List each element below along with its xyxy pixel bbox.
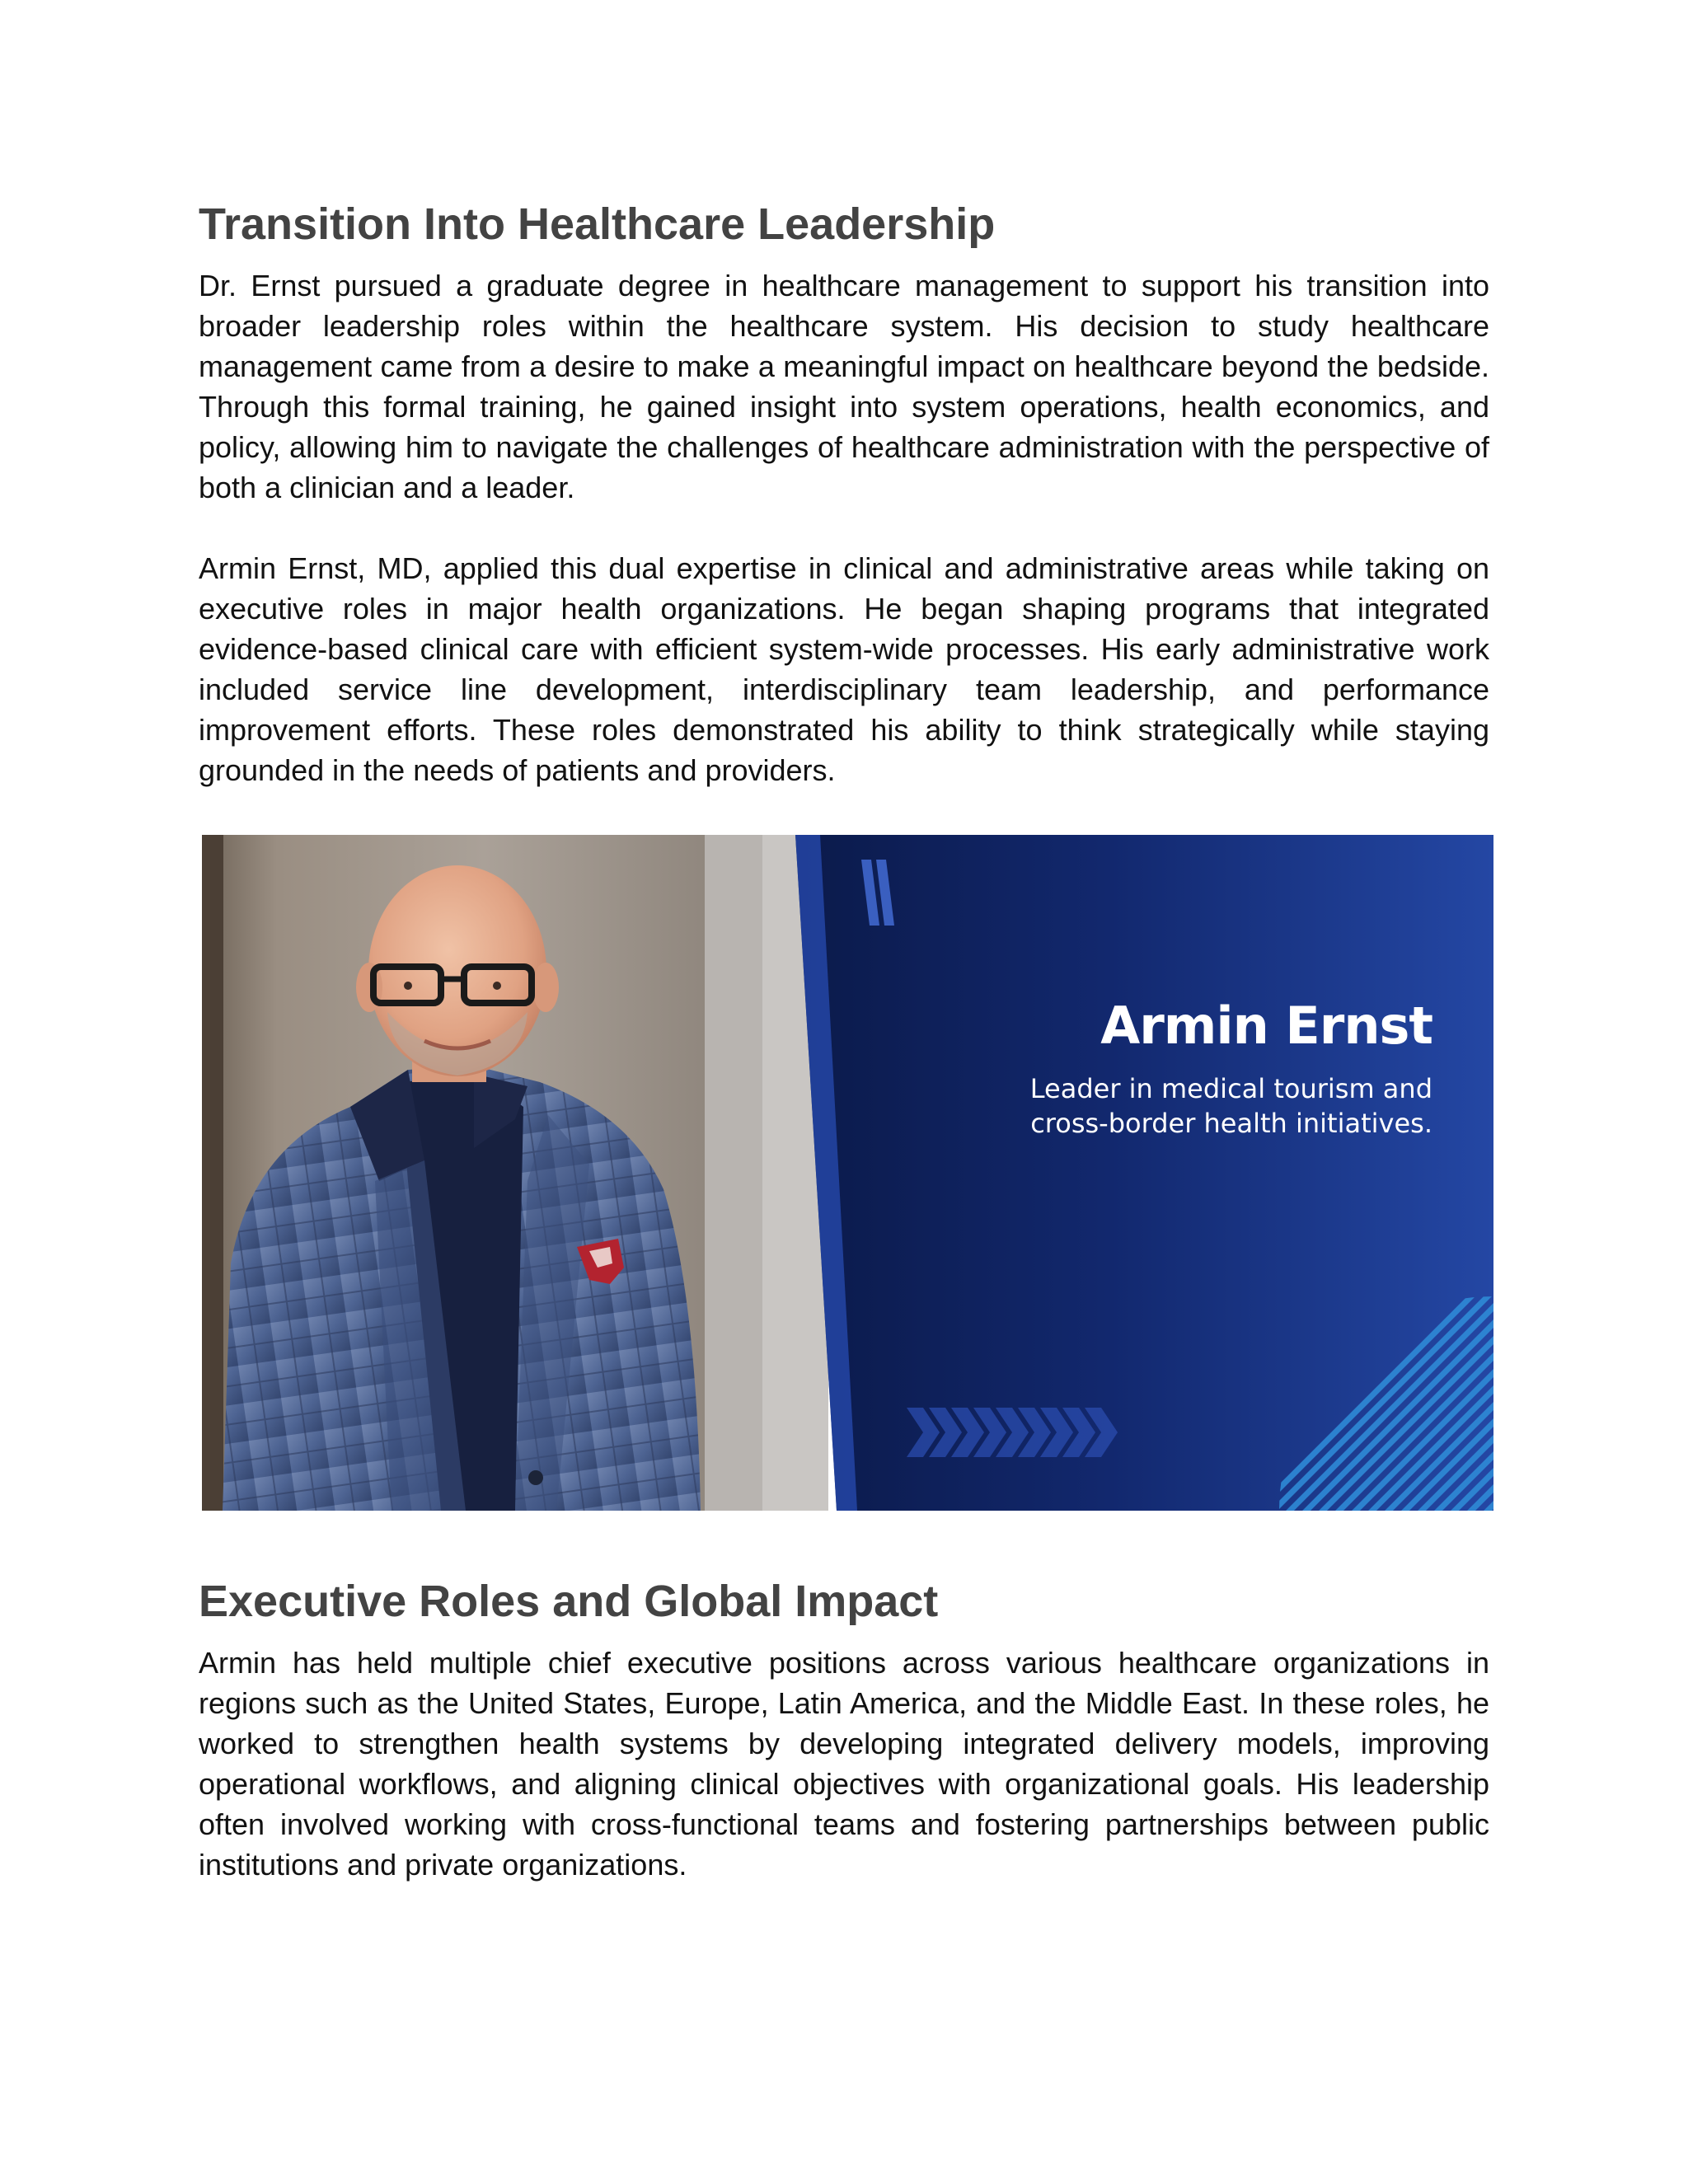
document-page — [199, 194, 1489, 1885]
profile-banner-image — [202, 835, 1493, 1511]
paragraph-dual-expertise: Armin Ernst, MD, applied this dual expertise in clinical and administrative areas while taking on executive roles in major health organizations. He began shaping programs that integrated evidence-based clinical care with efficient system-wide processes. His early administrative work included service line development, interdisciplinary team leadership, and performance improvement efforts. These roles demonstrated his ability to think strategically while staying grounded in the needs of patients and providers. — [199, 551, 1489, 787]
banner-tagline — [1030, 1071, 1432, 1141]
banner-tagline-line-2: cross-border health initiatives. — [1030, 1108, 1432, 1139]
section-heading-executive-roles: Executive Roles and Global Impact — [199, 1577, 939, 1626]
paragraph-executive-positions: Armin has held multiple chief executive positions across various healthcare organizations in regions such as the United States, Europe, Latin America, and the Middle East. In these roles, he worked to strengthen health systems by developing integrated delivery models, improving operational workflows, and aligning clinical objectives with organizational goals. His leadership often involved working with cross-functional teams and fostering partnerships between public institutions and private organizations. — [199, 1646, 1489, 1882]
banner-artwork — [202, 835, 1493, 1511]
banner-name: Armin Ernst — [1100, 996, 1432, 1056]
paragraph-graduate-degree: Dr. Ernst pursued a graduate degree in healthcare management to support his transition into broader leadership roles within the healthcare system. His decision to study healthcare management came from a desire to make a meaningful impact on healthcare beyond the bedside. Through this formal training, he gained insight into system operations, health economics, and policy, allowing him to navigate the challenges of healthcare administration with the perspective of both a clinician and a leader. — [199, 269, 1489, 504]
section-heading-transition: Transition Into Healthcare Leadership — [199, 199, 996, 249]
banner-tagline-line-1: Leader in medical tourism and — [1029, 1073, 1432, 1104]
paragraph-spacer — [199, 508, 1489, 548]
